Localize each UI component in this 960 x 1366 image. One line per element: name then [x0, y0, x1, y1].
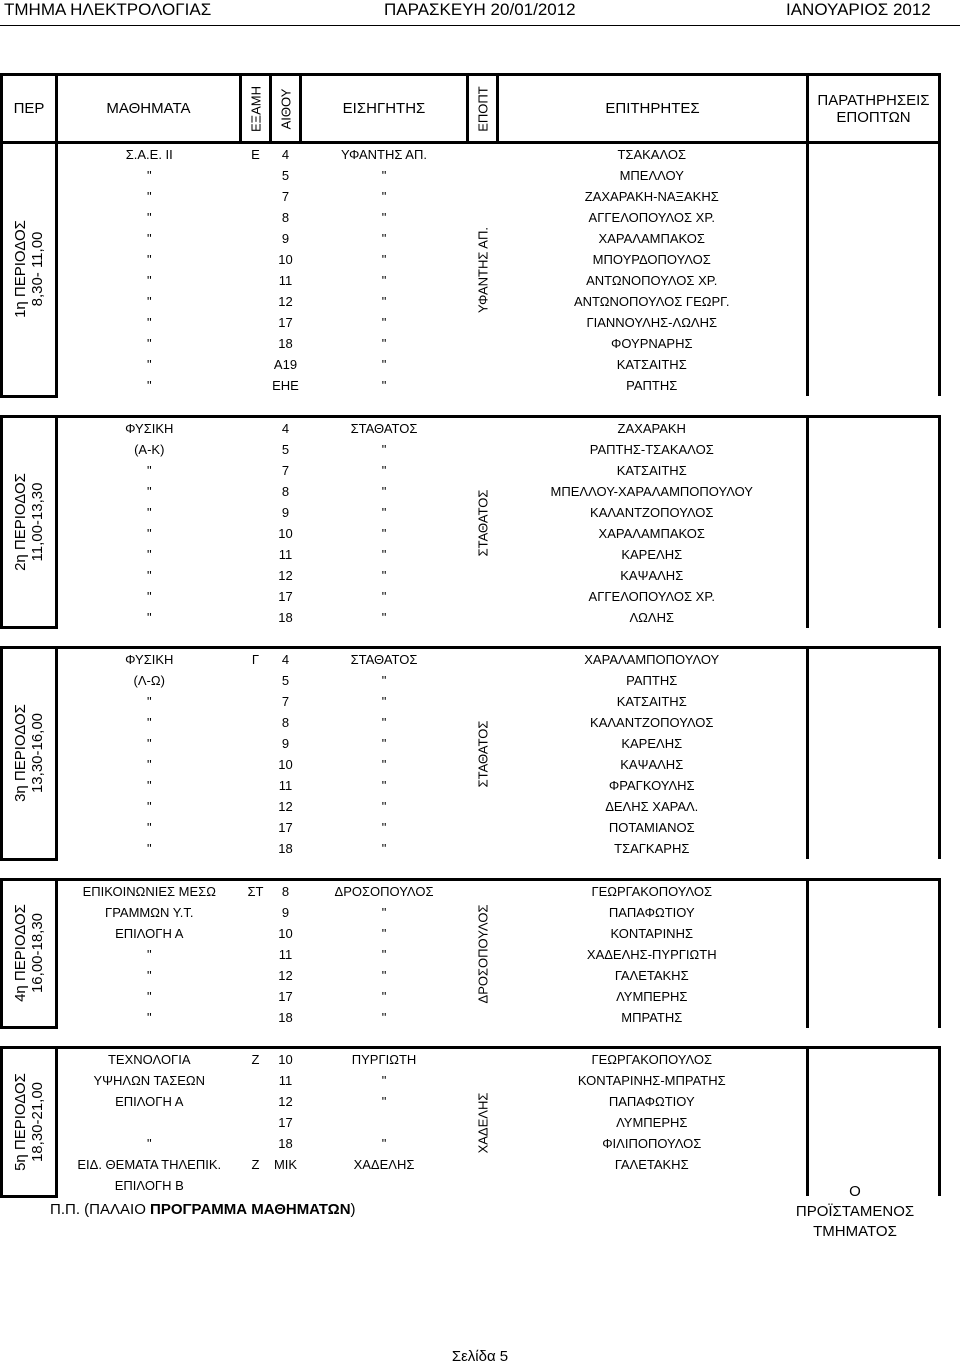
room-cell: 11: [278, 1073, 293, 1088]
lecturer-cell: ": [381, 231, 387, 246]
lecturer-cell: ": [381, 609, 387, 625]
room-cell: 10: [278, 757, 293, 772]
subject-cell: ": [146, 715, 152, 730]
room-cell: 9: [281, 504, 290, 520]
semester-cell: [241, 207, 271, 228]
subject-cell: ": [146, 231, 152, 246]
lecturer-cell: ": [381, 315, 387, 330]
subject-cell: ΤΕΧΝΟΛΟΓΙΑ: [57, 1048, 241, 1071]
table-header-row: [2, 75, 940, 143]
room-cell: [271, 1175, 301, 1196]
lecturer-cell: ΥΦΑΝΤΗΣ ΑΠ.: [301, 143, 468, 166]
lecturer-cell: ΣΤΑΘΑΤΟΣ: [301, 416, 468, 439]
room-cell: 11: [278, 273, 293, 288]
invigilator-cell: ΓΑΛΕΤΑΚΗΣ: [614, 967, 689, 983]
room-cell: 12: [278, 1094, 293, 1109]
invigilator-cell: ΠΟΤΑΜΙΑΝΟΣ: [608, 820, 695, 835]
invigilator-cell: ΖΑΧΑΡΑΚΗ-ΝΑΞΑΚΗΣ: [584, 189, 719, 204]
semester-cell: [241, 1175, 271, 1196]
page-number: Σελίδα 5: [451, 1348, 509, 1365]
period-label: 5η ΠΕΡΙΟΔΟΣ 18,30-21,00: [2, 1048, 57, 1197]
semester-cell: [241, 375, 271, 396]
semester-cell: [241, 333, 271, 354]
subject-cell: ": [146, 483, 152, 499]
lecturer-cell: ": [381, 168, 387, 183]
subject-cell: ": [146, 546, 152, 562]
lecturer-cell: ": [381, 1136, 387, 1151]
schedule-row: [2, 143, 940, 166]
period-label: 2η ΠΕΡΙΟΔΟΣ 11,00-13,30: [2, 416, 57, 628]
lecturer-cell: ΠΥΡΓΙΩΤΗ: [301, 1048, 468, 1071]
room-cell: 11: [278, 946, 293, 962]
invigilator-cell: ΜΠΕΛΛΟΥ: [619, 168, 684, 183]
room-cell: 4: [271, 648, 301, 671]
lecturer-cell: ": [381, 294, 387, 309]
room-cell: 8: [281, 210, 290, 225]
lecturer-cell: ": [381, 841, 387, 856]
semester-cell: [241, 291, 271, 312]
lecturer-cell: ΣΤΑΘΑΤΟΣ: [301, 648, 468, 671]
subject-cell: ΕΠΙΚΟΙΝΩΝΙΕΣ ΜΕΣΩ: [57, 879, 241, 902]
semester-cell: [241, 312, 271, 333]
exam-schedule-table: [0, 73, 941, 1198]
semester-cell: [241, 165, 271, 186]
invigilator-cell: ΚΑΛΑΝΤΖΟΠΟΥΛΟΣ: [590, 715, 714, 730]
invigilator-cell: ΦΡΑΓΚΟΥΛΗΣ: [608, 778, 695, 793]
semester-cell: [241, 902, 271, 923]
notes-cell: [808, 1048, 940, 1197]
lecturer-cell: ΧΑΔΕΛΗΣ: [353, 1157, 415, 1172]
lecturer-cell: ": [381, 546, 387, 562]
invigilator-cell: ΡΑΠΤΗΣ: [626, 378, 678, 393]
invigilator-cell: ΛΥΜΠΕΡΗΣ: [616, 988, 688, 1004]
subject-cell: ": [146, 357, 152, 372]
footer-note: Π.Π. (ΠΑΛΑΙΟ ΠΡΟΓΡΑΜΜΑ ΜΑΘΗΜΑΤΩΝ): [50, 1201, 356, 1218]
room-cell: 8: [271, 879, 301, 902]
subject-cell: ": [146, 252, 152, 267]
lecturer-cell: ": [381, 336, 387, 351]
semester-cell: [241, 923, 271, 944]
invigilator-cell: ΖΑΧΑΡΑΚΗ: [498, 416, 808, 439]
invigilator-cell: ΡΑΠΤΗΣ-ΤΣΑΚΑΛΟΣ: [589, 441, 714, 457]
room-cell: 12: [278, 967, 293, 983]
room-cell: 12: [278, 294, 293, 309]
subject-cell: ΕΠΙΛΟΓΗ Α: [115, 1094, 184, 1109]
lecturer-cell: ": [381, 715, 387, 730]
semester-cell: ΣΤ: [241, 879, 271, 902]
room-cell: 10: [278, 925, 293, 941]
lecturer-cell: [301, 1175, 468, 1196]
schedule-row: [2, 879, 940, 902]
room-cell: 12: [278, 799, 293, 814]
subject-cell: [57, 1112, 241, 1133]
subject-cell: ": [146, 1136, 152, 1151]
invigilator-cell: ΑΓΓΕΛΟΠΟΥΛΟΣ ΧΡ.: [588, 210, 715, 225]
room-cell: 17: [278, 588, 293, 604]
col-notes: ΠΑΡΑΤΗΡΗΣΕΙΣ ΕΠΟΠΤΩΝ: [808, 75, 940, 143]
notes-cell: [808, 879, 940, 1028]
subject-cell: ": [146, 820, 152, 835]
room-cell: 4: [271, 143, 301, 166]
schedule-body: [2, 143, 940, 1197]
room-cell: 11: [278, 546, 293, 562]
lecturer-cell: ": [381, 1094, 387, 1109]
period-label: 4η ΠΕΡΙΟΔΟΣ 16,00-18,30: [2, 879, 57, 1028]
room-cell: 18: [278, 1136, 293, 1151]
lecturer-cell: ": [381, 820, 387, 835]
spacer-cell: [2, 1028, 940, 1048]
lecturer-cell: ": [381, 462, 387, 478]
semester-cell: [241, 502, 271, 523]
subject-cell: ": [146, 168, 152, 183]
subject-cell: ΥΨΗΛΩΝ ΤΑΣΕΩΝ: [93, 1073, 206, 1088]
room-cell: 12: [278, 567, 293, 583]
schedule-row: [2, 648, 940, 671]
subject-cell: ": [146, 588, 152, 604]
lecturer-cell: ": [381, 757, 387, 772]
subject-cell: ": [146, 757, 152, 772]
lecturer-cell: ": [381, 210, 387, 225]
subject-cell: ": [146, 841, 152, 856]
notes-cell: [808, 648, 940, 860]
subject-cell: ": [146, 1009, 152, 1025]
supervisor-cell: ΧΑΔΕΛΗΣ: [468, 1048, 498, 1197]
semester-cell: [241, 186, 271, 207]
invigilator-cell: ΓΙΑΝΝΟΥΛΗΣ-ΛΩΛΗΣ: [586, 315, 718, 330]
lecturer-cell: ": [381, 252, 387, 267]
subject-cell: ": [146, 988, 152, 1004]
semester-cell: [241, 228, 271, 249]
invigilator-cell: [498, 1175, 808, 1196]
invigilator-cell: ΚΟΝΤΑΡΙΝΗΣ: [610, 925, 693, 941]
subject-cell: (Α-Κ): [134, 441, 165, 457]
col-invigilators: ΕΠΙΤΗΡΗΤΕΣ: [498, 75, 808, 143]
lecturer-cell: ": [381, 778, 387, 793]
invigilator-cell: ΠΑΠΑΦΩΤΙΟΥ: [608, 904, 695, 920]
invigilator-cell: ΚΟΝΤΑΡΙΝΗΣ-ΜΠΡΑΤΗΣ: [577, 1073, 726, 1088]
subject-cell: ": [146, 273, 152, 288]
semester-cell: [241, 1007, 271, 1028]
period-spacer: [2, 859, 940, 879]
col-room: ΑΙΘΟΥ: [271, 75, 301, 143]
semester-cell: Ζ: [251, 1157, 260, 1172]
semester-cell: [241, 1133, 271, 1154]
lecturer-cell: ": [381, 525, 387, 541]
subject-cell: ": [146, 504, 152, 520]
invigilator-cell: ΜΠΕΛΛΟΥ-ΧΑΡΑΛΑΜΠΟΠΟΥΛΟΥ: [550, 483, 753, 499]
semester-cell: [241, 565, 271, 586]
room-cell: 18: [278, 841, 293, 856]
lecturer-cell: [301, 1112, 468, 1133]
page-header: [0, 0, 960, 24]
notes-cell: [808, 416, 940, 628]
lecturer-cell: ": [381, 357, 387, 372]
schedule-row: [2, 1048, 940, 1071]
lecturer-cell: ": [381, 799, 387, 814]
subject-cell: (Λ-Ω): [133, 673, 165, 688]
subject-cell: ": [146, 189, 152, 204]
semester-cell: [241, 544, 271, 565]
invigilator-cell: ΧΑΡΑΛΑΜΠΑΚΟΣ: [598, 525, 705, 541]
subject-cell: ΕΠΙΛΟΓΗ Α: [115, 925, 184, 941]
semester-cell: [241, 775, 271, 796]
semester-cell: [241, 460, 271, 481]
subject-cell: ΓΡΑΜΜΩΝ Υ.Τ.: [105, 904, 194, 920]
lecturer-cell: ": [381, 1073, 387, 1088]
subject-cell: ": [146, 967, 152, 983]
room-cell: 8: [281, 483, 290, 499]
semester-cell: [241, 416, 271, 439]
lecturer-cell: ": [381, 189, 387, 204]
header-divider: [0, 25, 960, 26]
subject-cell: ": [146, 210, 152, 225]
department-title: ΤΜΗΜΑ ΗΛΕΚΤΡΟΛΟΓΙΑΣ: [4, 0, 212, 19]
lecturer-cell: ": [381, 925, 387, 941]
subject-cell: ": [146, 946, 152, 962]
spacer-cell: [2, 396, 940, 416]
semester-cell: [241, 733, 271, 754]
subject-cell: ": [146, 799, 152, 814]
subject-cell: ": [146, 778, 152, 793]
subject-cell: ": [146, 694, 152, 709]
invigilator-cell: ΚΑΤΣΑΙΤΗΣ: [616, 357, 687, 372]
supervisor-cell: ΣΤΑΘΑΤΟΣ: [468, 648, 498, 860]
invigilator-cell: ΤΣΑΓΚΑΡΗΣ: [614, 841, 690, 856]
subject-cell: ": [146, 294, 152, 309]
period-spacer: [2, 396, 940, 416]
semester-cell: [241, 439, 271, 460]
col-supervisor: ΕΠΟΠΤ: [468, 75, 498, 143]
room-cell: 10: [278, 252, 293, 267]
room-cell: 5: [281, 673, 290, 688]
subject-cell: ": [146, 567, 152, 583]
semester-cell: [241, 481, 271, 502]
supervisor-cell: ΔΡΟΣΟΠΟΥΛΟΣ: [468, 879, 498, 1028]
lecturer-cell: ": [381, 946, 387, 962]
lecturer-cell: ": [381, 694, 387, 709]
room-cell: ΕΗΕ: [272, 378, 299, 393]
period-label: 1η ΠΕΡΙΟΔΟΣ 8,30- 11,00: [2, 143, 57, 397]
col-subjects: ΜΑΘΗΜΑΤΑ: [57, 75, 241, 143]
room-cell: 9: [281, 231, 290, 246]
room-cell: 11: [278, 778, 293, 793]
subject-cell: ΦΥΣΙΚΗ: [57, 416, 241, 439]
exam-period: ΙΑΝΟΥΑΡΙΟΣ 2012: [786, 0, 931, 19]
semester-cell: Γ: [241, 648, 271, 671]
room-cell: Α19: [273, 357, 298, 372]
spacer-cell: [2, 859, 940, 879]
semester-cell: Ζ: [241, 1048, 271, 1071]
invigilator-cell: ΓΕΩΡΓΑΚΟΠΟΥΛΟΣ: [498, 879, 808, 902]
semester-cell: [241, 354, 271, 375]
semester-cell: [241, 249, 271, 270]
semester-cell: [241, 986, 271, 1007]
invigilator-cell: ΚΑΨΑΛΗΣ: [620, 757, 684, 772]
semester-cell: [241, 1091, 271, 1112]
invigilator-cell: ΦΟΥΡΝΑΡΗΣ: [610, 336, 693, 351]
semester-cell: [241, 586, 271, 607]
lecturer-cell: ": [381, 736, 387, 751]
lecturer-cell: ": [381, 273, 387, 288]
room-cell: 9: [281, 904, 290, 920]
invigilator-cell: ΛΩΛΗΣ: [629, 609, 674, 625]
semester-cell: [241, 1112, 271, 1133]
notes-cell: [808, 143, 940, 397]
lecturer-cell: ": [381, 567, 387, 583]
invigilator-cell: ΓΕΩΡΓΑΚΟΠΟΥΛΟΣ: [498, 1048, 808, 1071]
schedule-row: [2, 416, 940, 439]
lecturer-cell: ": [381, 588, 387, 604]
supervisor-cell: ΥΦΑΝΤΗΣ ΑΠ.: [468, 143, 498, 397]
lecturer-cell: ΔΡΟΣΟΠΟΥΛΟΣ: [301, 879, 468, 902]
col-lecturer: ΕΙΣΗΓΗΤΗΣ: [301, 75, 468, 143]
semester-cell: [241, 796, 271, 817]
room-cell: 17: [278, 820, 293, 835]
semester-cell: [241, 670, 271, 691]
room-cell: 18: [278, 336, 293, 351]
semester-cell: [241, 523, 271, 544]
room-cell: 18: [278, 1009, 293, 1025]
subject-cell: ": [146, 736, 152, 751]
subject-cell: ": [146, 462, 152, 478]
subject-cell: ": [146, 315, 152, 330]
semester-cell: [241, 1070, 271, 1091]
semester-cell: [241, 754, 271, 775]
room-cell: 5: [281, 441, 290, 457]
invigilator-cell: ΓΑΛΕΤΑΚΗΣ: [614, 1157, 689, 1172]
semester-cell: [241, 965, 271, 986]
supervisor-cell: ΣΤΑΘΑΤΟΣ: [468, 416, 498, 628]
invigilator-cell: ΧΑΡΑΛΑΜΠΑΚΟΣ: [598, 231, 705, 246]
room-cell: 18: [278, 609, 293, 625]
period-label: 3η ΠΕΡΙΟΔΟΣ 13,30-16,00: [2, 648, 57, 860]
room-cell: 5: [281, 168, 290, 183]
spacer-cell: [2, 628, 940, 648]
lecturer-cell: ": [381, 988, 387, 1004]
invigilator-cell: ΜΠΟΥΡΔΟΠΟΥΛΟΣ: [592, 252, 711, 267]
subject-cell: ΕΙΔ. ΘΕΜΑΤΑ ΤΗΛΕΠΙΚ.: [77, 1157, 222, 1172]
room-cell: 10: [278, 525, 293, 541]
room-cell: 17: [278, 315, 293, 330]
invigilator-cell: ΚΑΤΣΑΙΤΗΣ: [616, 694, 687, 709]
invigilator-cell: ΤΣΑΚΑΛΟΣ: [498, 143, 808, 166]
semester-cell: [241, 944, 271, 965]
lecturer-cell: ": [381, 378, 387, 393]
lecturer-cell: ": [381, 483, 387, 499]
period-spacer: [2, 1028, 940, 1048]
lecturer-cell: ": [381, 967, 387, 983]
room-cell: 8: [281, 715, 290, 730]
invigilator-cell: ΜΠΡΑΤΗΣ: [621, 1009, 683, 1025]
lecturer-cell: ": [381, 441, 387, 457]
subject-cell: ": [146, 336, 152, 351]
signature-block: Ο ΠΡΟΪΣΤΑΜΕΝΟΣ ΤΜΗΜΑΤΟΣ: [795, 1183, 915, 1240]
invigilator-cell: ΚΑΤΣΑΙΤΗΣ: [616, 462, 687, 478]
semester-cell: [241, 607, 271, 628]
invigilator-cell: ΚΑΡΕΛΗΣ: [621, 546, 683, 562]
invigilator-cell: ΔΕΛΗΣ ΧΑΡΑΛ.: [605, 799, 699, 814]
period-spacer: [2, 628, 940, 648]
subject-cell: ": [146, 609, 152, 625]
room-cell: 4: [271, 416, 301, 439]
invigilator-cell: ΡΑΠΤΗΣ: [626, 673, 678, 688]
invigilator-cell: ΧΑΔΕΛΗΣ-ΠΥΡΓΙΩΤΗ: [586, 946, 717, 962]
col-per: ΠΕΡ: [2, 75, 57, 143]
room-cell: 17: [278, 988, 293, 1004]
lecturer-cell: ": [381, 1009, 387, 1025]
semester-cell: [241, 691, 271, 712]
col-semester: ΕΞΑΜΗ: [241, 75, 271, 143]
semester-cell: [241, 817, 271, 838]
subject-cell: ΕΠΙΛΟΓΗ Β: [114, 1178, 184, 1193]
subject-cell: Σ.Α.Ε. ΙΙ: [57, 143, 241, 166]
room-cell: 9: [281, 736, 290, 751]
invigilator-cell: ΛΥΜΠΕΡΗΣ: [616, 1115, 688, 1130]
semester-cell: Ε: [241, 143, 271, 166]
lecturer-cell: ": [381, 904, 387, 920]
room-cell: 7: [281, 462, 290, 478]
room-cell: 17: [278, 1115, 293, 1130]
invigilator-cell: ΑΓΓΕΛΟΠΟΥΛΟΣ ΧΡ.: [588, 588, 715, 604]
subject-cell: ": [146, 378, 152, 393]
semester-cell: [241, 838, 271, 859]
semester-cell: [241, 270, 271, 291]
room-cell: 7: [281, 189, 290, 204]
invigilator-cell: ΚΑΡΕΛΗΣ: [621, 736, 683, 751]
invigilator-cell: ΠΑΠΑΦΩΤΙΟΥ: [608, 1094, 695, 1109]
invigilator-cell: ΦΙΛΙΠΟΠΟΥΛΟΣ: [602, 1136, 702, 1151]
lecturer-cell: ": [381, 504, 387, 520]
subject-cell: ": [146, 525, 152, 541]
lecturer-cell: ": [381, 673, 387, 688]
invigilator-cell: ΚΑΨΑΛΗΣ: [620, 567, 684, 583]
invigilator-cell: ΧΑΡΑΛΑΜΠΟΠΟΥΛΟΥ: [498, 648, 808, 671]
invigilator-cell: ΚΑΛΑΝΤΖΟΠΟΥΛΟΣ: [590, 504, 714, 520]
semester-cell: [241, 712, 271, 733]
invigilator-cell: ΑΝΤΩΝΟΠΟΥΛΟΣ ΧΡ.: [586, 273, 718, 288]
exam-date: ΠΑΡΑΣΚΕΥΗ 20/01/2012: [384, 0, 576, 19]
room-cell: 7: [281, 694, 290, 709]
room-cell: ΜΙΚ: [273, 1157, 298, 1172]
invigilator-cell: ΑΝΤΩΝΟΠΟΥΛΟΣ ΓΕΩΡΓ.: [573, 294, 730, 309]
subject-cell: ΦΥΣΙΚΗ: [57, 648, 241, 671]
room-cell: 10: [271, 1048, 301, 1071]
